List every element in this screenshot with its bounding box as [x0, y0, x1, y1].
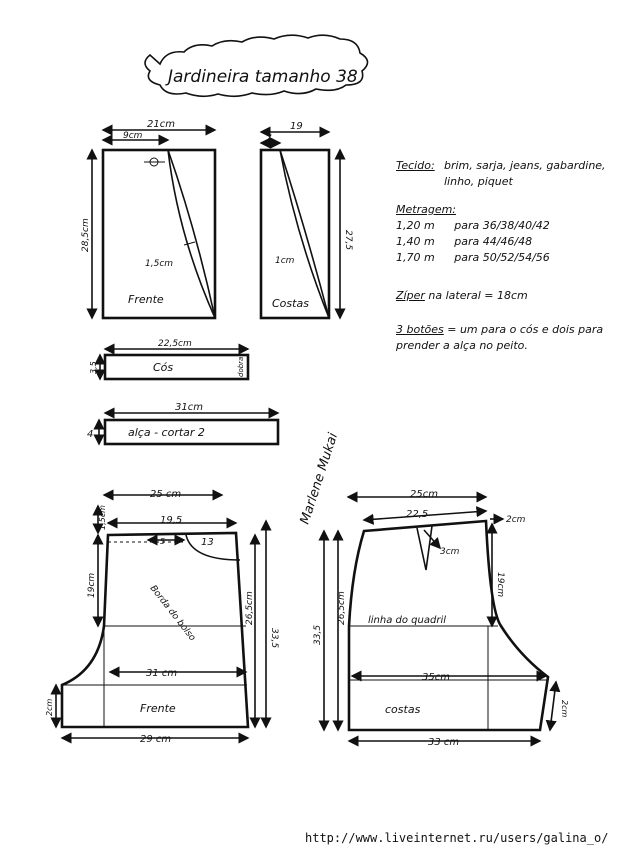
- shorts-back-hem-h: 2cm: [560, 700, 569, 718]
- shorts-front-pocket-b: 5: [160, 537, 166, 546]
- bib-front-dart: 1,5cm: [145, 259, 174, 269]
- waistband-piece: [89, 339, 248, 379]
- page-title: Jardineira tamanho 38: [168, 67, 358, 87]
- buttons-title: 3 botões: [396, 323, 444, 336]
- waistband-height: 3,5: [89, 361, 98, 374]
- shorts-front-pocket-label: Borda do bolso: [147, 583, 198, 644]
- shorts-front-piece: [45, 489, 279, 745]
- shorts-back-hem: 33 cm: [428, 737, 460, 748]
- bib-front-top: 9cm: [123, 131, 143, 141]
- yardage-row: 1,20 m para 36/38/40/42: [396, 219, 550, 232]
- shorts-front-hip: 31 cm: [146, 668, 178, 679]
- pattern-notes: [396, 158, 611, 354]
- bib-front-height: 28,5cm: [81, 218, 91, 252]
- fabric-text: brim, sarja, jeans, gabardine, linho, piquet: [444, 159, 606, 188]
- shorts-back-label: costas: [385, 703, 421, 716]
- shorts-front-hem-h: 2cm: [45, 698, 54, 716]
- zipper-title: Zíper: [396, 289, 425, 302]
- bib-back-dart: 1cm: [275, 256, 295, 266]
- bib-back-width: 19: [290, 121, 303, 132]
- shorts-back-dart: 3cm: [440, 547, 460, 557]
- yardage-row: 1,40 m para 44/46/48: [396, 235, 533, 248]
- shorts-front-crotch: 19cm: [87, 572, 97, 598]
- bib-back-top: 7: [266, 134, 272, 144]
- zipper-text: na lateral = 18cm: [428, 289, 528, 302]
- shorts-front-hem: 29 cm: [140, 734, 172, 745]
- strap-length: 31cm: [175, 402, 203, 413]
- shorts-front-waist: 19,5: [160, 515, 183, 526]
- designer-signature: Marlene Mukai: [297, 431, 342, 527]
- bib-back-label: Costas: [272, 297, 309, 310]
- shorts-back-hip: 35cm: [422, 672, 450, 683]
- yardage-title: Metragem:: [396, 203, 457, 216]
- buttons-text: = um para o cós e dois para prender a alça no peito.: [396, 323, 604, 352]
- shorts-front-width: 25 cm: [150, 489, 182, 500]
- shorts-front-total: 33,5: [269, 628, 279, 649]
- shorts-back-piece: [313, 489, 569, 748]
- shorts-back-waist: 22,5: [406, 509, 429, 520]
- shorts-back-yoke: 2cm: [506, 515, 526, 525]
- shorts-front-rise: 1,5cm: [98, 505, 107, 530]
- waistband-label: Cós: [153, 361, 174, 374]
- bib-front-label: Frente: [128, 293, 164, 306]
- bib-front-piece: [81, 119, 215, 318]
- shorts-back-total: 33,5: [313, 624, 323, 645]
- shorts-back-width: 25cm: [410, 489, 438, 500]
- bib-back-piece: [261, 121, 353, 318]
- shorts-back-side: 26,5cm: [337, 591, 347, 625]
- waistband-fold: dobra: [237, 356, 245, 377]
- yardage-row: 1,70 m para 50/52/54/56: [396, 251, 550, 264]
- bib-back-height: 27,5: [343, 230, 353, 251]
- fabric-title: Tecido:: [396, 159, 435, 172]
- title-cloud: [145, 35, 368, 96]
- shorts-front-pocket: 13: [201, 537, 214, 548]
- strap-piece: [87, 402, 278, 444]
- strap-height: 4: [87, 429, 94, 440]
- shorts-back-hip-line: linha do quadril: [368, 615, 447, 626]
- strap-label: alça - cortar 2: [128, 426, 205, 439]
- shorts-front-label: Frente: [140, 702, 176, 715]
- bib-front-width: 21cm: [147, 119, 175, 130]
- shorts-front-side: 26,5cm: [245, 591, 255, 625]
- source-url[interactable]: http://www.liveinternet.ru/users/galina_o/: [305, 831, 609, 845]
- shorts-back-crotch: 19cm: [495, 572, 505, 598]
- waistband-length: 22,5cm: [158, 339, 192, 349]
